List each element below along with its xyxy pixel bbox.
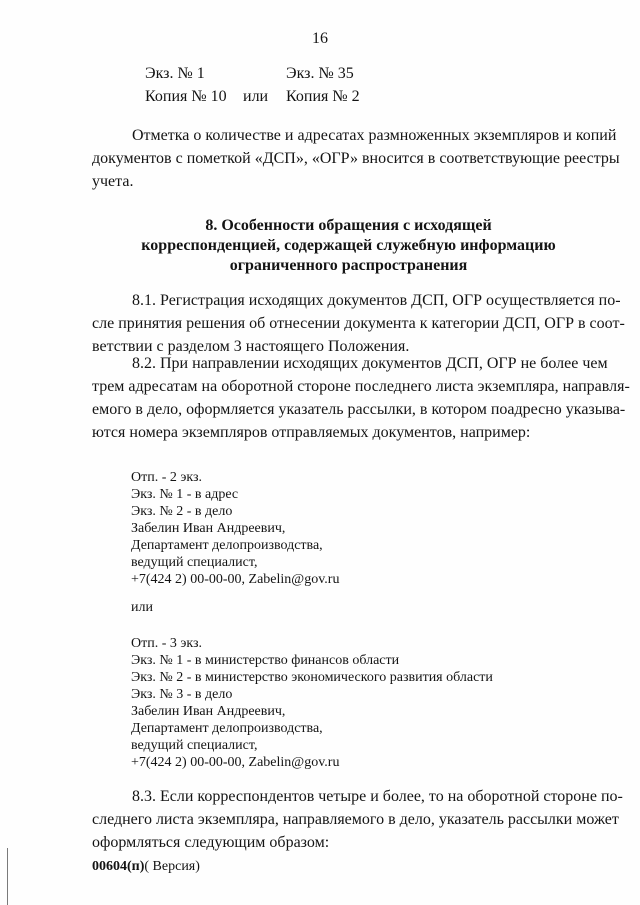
- scan-edge-line: [7, 848, 8, 905]
- page-number: 16: [312, 30, 328, 47]
- footer-code: 00604(п): [92, 859, 145, 874]
- example-line: Экз. № 2 - в министерство экономического развития области: [131, 670, 493, 685]
- example-line: Департамент делопроизводства,: [131, 721, 323, 736]
- footer-version: ( Версия): [144, 859, 200, 874]
- copy-label-left-top: Экз. № 1: [145, 65, 205, 82]
- paragraph-8-2: [92, 352, 630, 444]
- heading-line: корреспонденцией, содержащей служебную информацию: [141, 237, 556, 254]
- paragraph-line: сле принятия решения об отнесении документа к категории ДСП, ОГР в соот-: [92, 315, 625, 332]
- example-line: Отп. - 2 экз.: [131, 470, 203, 485]
- section-heading: [92, 216, 605, 276]
- footer: [92, 859, 200, 875]
- paragraph-line: оформляться следующим образом:: [92, 834, 330, 851]
- distribution-example-2: [131, 635, 493, 771]
- distribution-example-1: [131, 469, 339, 588]
- example-line: Забелин Иван Андреевич,: [131, 521, 286, 536]
- paragraph-line: Отметка о количестве и адресатах размноженных экземпляров и копий: [132, 127, 617, 144]
- example-line: Экз. № 2 - в дело: [131, 504, 233, 519]
- note-paragraph: [92, 124, 620, 193]
- paragraph-8-3: [92, 785, 623, 854]
- copy-label-right-top: Экз. № 35: [286, 65, 354, 82]
- example-line: +7(424 2) 00-00-00, Zabelin@gov.ru: [131, 755, 340, 770]
- example-line: Отп. - 3 экз.: [131, 636, 203, 651]
- paragraph-line: трем адресатам на оборотной стороне последнего листа экземпляра, направля-: [92, 378, 630, 395]
- paragraph-line: ются номера экземпляров отправляемых документов, например:: [92, 424, 531, 441]
- example-line: Экз. № 1 - в адрес: [131, 487, 239, 502]
- paragraph-8-1: [92, 289, 625, 358]
- paragraph-line: документов с пометкой «ДСП», «ОГР» вносится в соответствующие реестры: [92, 150, 620, 167]
- or-separator: или: [131, 600, 153, 615]
- copy-label-right-bottom: Копия № 2: [286, 88, 360, 105]
- example-line: Экз. № 3 - в дело: [131, 687, 233, 702]
- paragraph-line: 8.1. Регистрация исходящих документов ДСП, ОГР осуществляется по-: [132, 292, 621, 309]
- paragraph-line: ветствии с разделом 3 настоящего Положения.: [92, 338, 410, 355]
- copy-label-left-bottom: Копия № 10: [145, 88, 227, 105]
- heading-line: ограниченного распространения: [229, 257, 468, 274]
- example-line: ведущий специалист,: [131, 738, 258, 753]
- example-line: +7(424 2) 00-00-00, Zabelin@gov.ru: [131, 572, 340, 587]
- copy-label-or: или: [243, 88, 269, 105]
- example-line: Экз. № 1 - в министерство финансов области: [131, 653, 400, 668]
- example-line: Департамент делопроизводства,: [131, 538, 323, 553]
- example-line: Забелин Иван Андреевич,: [131, 704, 286, 719]
- paragraph-line: следнего листа экземпляра, направляемого в дело, указатель рассылки может: [92, 811, 619, 828]
- paragraph-line: 8.3. Если корреспондентов четыре и более, то на оборотной стороне по-: [132, 788, 623, 805]
- example-line: ведущий специалист,: [131, 555, 258, 570]
- paragraph-line: 8.2. При направлении исходящих документов ДСП, ОГР не более чем: [132, 355, 608, 372]
- paragraph-line: учета.: [92, 173, 134, 190]
- heading-line: 8. Особенности обращения с исходящей: [205, 217, 492, 234]
- paragraph-line: емого в дело, оформляется указатель рассылки, в котором поадресно указыва-: [92, 401, 626, 418]
